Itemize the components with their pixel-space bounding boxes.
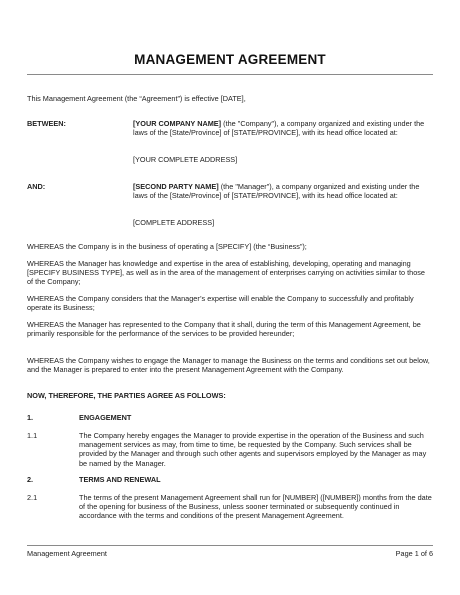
between-label: BETWEEN: [27, 119, 66, 128]
section-number: 1. [27, 413, 34, 422]
section-heading: TERMS AND RENEWAL [79, 475, 161, 484]
footer-divider [27, 545, 433, 546]
and-party-text [133, 182, 433, 200]
clause-number: 1.1 [27, 431, 38, 440]
second-party-description: (the "Manager"), a company organized and existing under the laws of the [State/Province] of [STATE/PROVINCE], with its head office located at: [133, 182, 420, 201]
clause-text: The Company hereby engages the Manager to provide expertise in the operation of the Business and such management services as may, from time to time, be requested by the Company. Such services shall be provided by the Manager and through such other agents and supervisors employed by the Manager as may be named by the Manager. [79, 431, 427, 468]
between-party-text [133, 119, 433, 137]
footer-page-number: Page 1 of 6 [395, 549, 433, 558]
whereas-clause: WHEREAS the Company is in the business of operating a [SPECIFY] (the “Business”); [27, 242, 307, 251]
and-label: AND: [27, 182, 46, 191]
clause-text: The terms of the present Management Agreement shall run for [NUMBER] ([NUMBER]) months from the date of the opening for business of the Business, unless sooner terminated or subsequently continued in accordance with the terms and conditions of the present Management Agreement. [79, 493, 432, 521]
whereas-clause: WHEREAS the Manager has knowledge and expertise in the area of establishing, developing, operating and managing [SPECIFY BUSINESS TYPE], as well as in the area of the management of enterprises carrying on activities similar to those of the Company; [27, 259, 425, 287]
clause-number: 2.1 [27, 493, 38, 502]
company-description: (the "Company"), a company organized and existing under the laws of the [State/Province] of [STATE/PROVINCE], with its head office located at: [133, 119, 425, 138]
whereas-clause: WHEREAS the Company wishes to engage the Manager to manage the Business on the terms and conditions set out below, and the Manager is prepared to enter into the present Management Agreement with the Company. [27, 356, 430, 375]
whereas-clause: WHEREAS the Company considers that the Manager’s expertise will enable the Company to successfully and profitably operate its Business; [27, 294, 414, 313]
company-address: [YOUR COMPLETE ADDRESS] [133, 155, 238, 164]
intro-paragraph: This Management Agreement (the “Agreement”) is effective [DATE], [27, 94, 246, 103]
footer-document-name: Management Agreement [27, 549, 107, 558]
section-heading: ENGAGEMENT [79, 413, 132, 422]
whereas-clause: WHEREAS the Manager has represented to the Company that it shall, during the term of this Management Agreement, be primarily responsible for the performance of the services to be provided hereunder; [27, 320, 421, 339]
title-divider [27, 74, 433, 75]
company-name: [YOUR COMPANY NAME] [133, 119, 222, 128]
second-party-name: [SECOND PARTY NAME] [133, 182, 219, 191]
document-title: MANAGEMENT AGREEMENT [134, 52, 326, 67]
therefore-statement: NOW, THEREFORE, THE PARTIES AGREE AS FOLLOWS: [27, 391, 226, 400]
second-party-address: [COMPLETE ADDRESS] [133, 218, 215, 227]
section-number: 2. [27, 475, 34, 484]
